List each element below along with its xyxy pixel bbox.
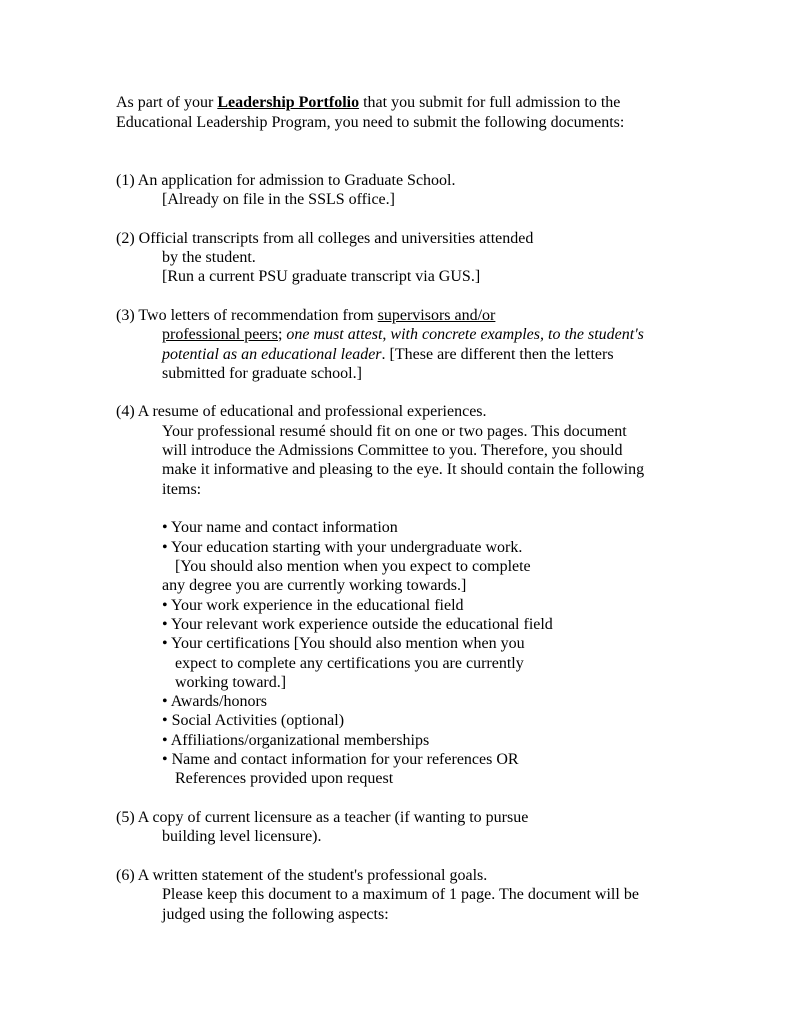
intro-line-1: As part of your Leadership Portfolio that you submit for full admission to the	[116, 94, 621, 111]
item-2-note: [Run a current PSU graduate transcript via GUS.]	[162, 268, 481, 285]
item-4-heading: (4) A resume of educational and professional experiences.	[116, 403, 487, 420]
item-3-line-4: submitted for graduate school.]	[162, 365, 362, 382]
bullet-work-educational: • Your work experience in the educational field	[162, 597, 464, 614]
bullet-social: • Social Activities (optional)	[162, 712, 345, 729]
item-3-line-2: professional peers; one must attest, with concrete examples, to the student's	[162, 326, 644, 343]
item-1-note: [Already on file in the SSLS office.]	[162, 191, 395, 208]
item-5-heading: (5) A copy of current licensure as a teacher (if wanting to pursue	[116, 809, 529, 826]
bullet-name-contact: • Your name and contact information	[162, 519, 398, 536]
item-4-para-line-3: make it informative and pleasing to the eye. It should contain the following	[162, 461, 645, 478]
item-6-heading: (6) A written statement of the student's professional goals.	[116, 867, 488, 884]
bullet-references-note: References provided upon request	[175, 770, 394, 787]
bullet-education-note-1: [You should also mention when you expect to complete	[175, 558, 531, 575]
bullet-certifications-note-2: working toward.]	[175, 674, 287, 691]
item-5-line-2: building level licensure).	[162, 828, 322, 845]
bullet-awards: • Awards/honors	[162, 693, 268, 710]
item-4-para-line-1: Your professional resumé should fit on one or two pages. This document	[162, 423, 627, 440]
item-2-line-2: by the student.	[162, 249, 256, 266]
bullet-certifications: • Your certifications [You should also mention when you	[162, 635, 525, 652]
item-1-heading: (1) An application for admission to Graduate School.	[116, 172, 456, 189]
item-3-line-3: potential as an educational leader. [These are different then the letters	[162, 346, 614, 363]
item-3-heading: (3) Two letters of recommendation from supervisors and/or	[116, 307, 496, 324]
item-2-heading: (2) Official transcripts from all colleges and universities attended	[116, 230, 534, 247]
bullet-references: • Name and contact information for your references OR	[162, 751, 519, 768]
item-6-line-2: Please keep this document to a maximum of 1 page. The document will be	[162, 886, 639, 903]
item-6-line-3: judged using the following aspects:	[162, 906, 389, 923]
bullet-education: • Your education starting with your undergraduate work.	[162, 539, 523, 556]
bullet-education-note-2: any degree you are currently working towards.]	[162, 577, 467, 594]
intro-line-2: Educational Leadership Program, you need to submit the following documents:	[116, 114, 625, 131]
bullet-affiliations: • Affiliations/organizational memberships	[162, 732, 430, 749]
item-4-para-line-4: items:	[162, 481, 202, 498]
item-4-para-line-2: will introduce the Admissions Committee to you. Therefore, you should	[162, 442, 623, 459]
bullet-work-outside: • Your relevant work experience outside the educational field	[162, 616, 553, 633]
bullet-certifications-note-1: expect to complete any certifications you are currently	[175, 655, 524, 672]
leadership-portfolio-term: Leadership Portfolio	[217, 94, 360, 111]
